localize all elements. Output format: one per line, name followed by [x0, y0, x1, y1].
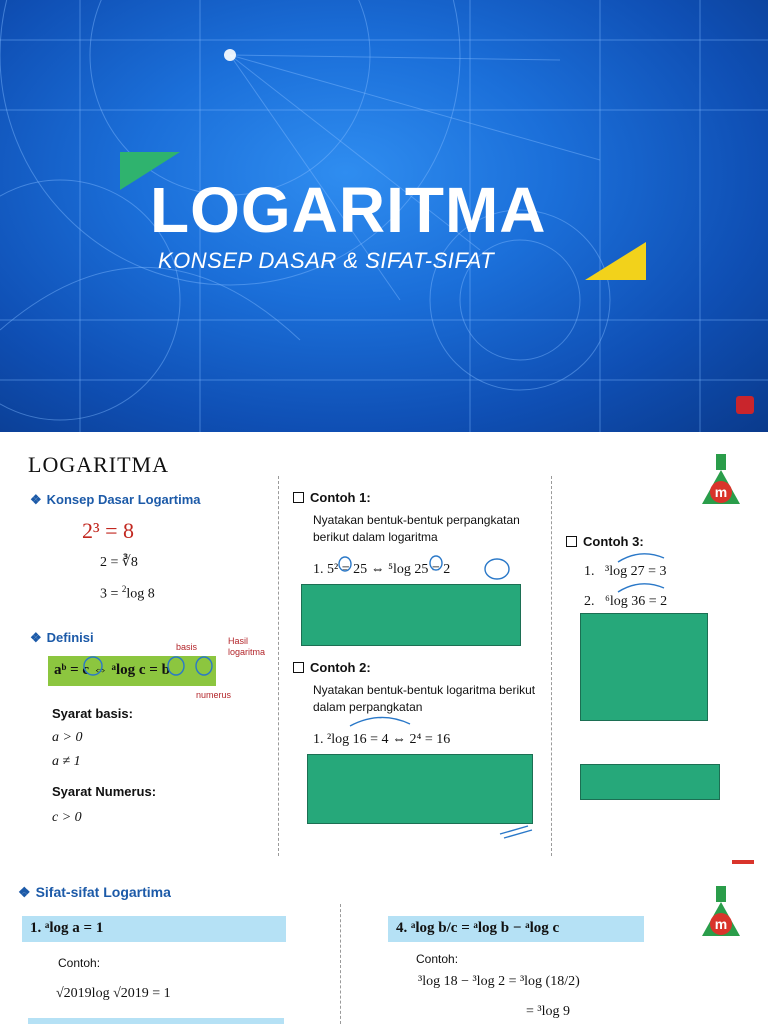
- equation-log: 3 = $^2$log 8: [100, 584, 155, 602]
- contoh-3-title: Contoh 3:: [566, 534, 644, 549]
- svg-text:m: m: [714, 916, 728, 932]
- contoh-1-title: Contoh 1:: [293, 490, 371, 505]
- label-basis: basis: [176, 642, 198, 652]
- property-1-example: √2019log √2019 = 1: [56, 986, 171, 1001]
- diamond-bullet-icon: ❖: [30, 630, 42, 645]
- contoh-1-item: 1. 5² = 25 ⇔ ⁵log 25 = 2: [313, 562, 451, 577]
- contoh-2-item: 1. ²log 16 = 4 ⇔ 2⁴ = 16: [313, 732, 451, 747]
- contoh-label: Contoh:: [58, 956, 101, 970]
- slide-konsep-dasar: [0, 436, 768, 856]
- property-bar: [28, 1018, 284, 1024]
- banner-subtitle: KONSEP DASAR & SIFAT-SIFAT: [158, 248, 495, 273]
- basis-condition-1: a > 0: [52, 730, 83, 745]
- contoh-2-title: Contoh 2:: [293, 660, 371, 675]
- m-logo-icon: [698, 886, 744, 940]
- contoh-3-item-2: 2. ⁶log 36 = 2: [584, 594, 668, 609]
- circle-mark: [84, 657, 102, 675]
- contoh-3-item-1: 1. ³log 27 = 3: [584, 564, 667, 579]
- yellow-triangle-shape: [585, 242, 646, 280]
- banner-title: LOGARITMA: [150, 174, 547, 246]
- label-numerus: numerus: [196, 690, 232, 700]
- section-definisi: ❖ Definisi: [30, 630, 94, 645]
- equation-root: 2 = ∛8: [100, 555, 138, 570]
- property-4-example-line1: ³log 18 − ³log 2 = ³log (18/2): [418, 974, 580, 989]
- diamond-bullet-icon: ❖: [30, 492, 42, 507]
- main-equation: 2³ = 8: [82, 518, 135, 543]
- channel-badge-icon: [736, 396, 754, 414]
- title-banner: [0, 0, 768, 432]
- numerus-condition-1: c > 0: [52, 810, 82, 825]
- section-sifat: ❖ Sifat-sifat Logartima: [18, 884, 171, 900]
- property-4: 4. ᵃlog b/c = ᵃlog b − ᵃlog c: [396, 920, 560, 936]
- definition-formula: aᵇ = c ⇔ ᵃlog c = b: [54, 662, 170, 678]
- basis-condition-2: a ≠ 1: [52, 754, 81, 769]
- property-4-example-line2: = ³log 9: [526, 1004, 570, 1019]
- diamond-bullet-icon: ❖: [18, 884, 31, 900]
- syarat-basis-label: Syarat basis:: [52, 706, 133, 721]
- svg-text:m: m: [714, 484, 728, 500]
- slide-heading: LOGARITMA: [28, 452, 169, 477]
- column-divider: [340, 904, 341, 1024]
- slide-sifat-sifat: [0, 864, 768, 1024]
- contoh-1-instructions: Nyatakan bentuk-bentuk perpangkatan berikut dalam logaritma: [313, 513, 520, 544]
- label-hasil-logaritma: Hasil logaritma: [228, 636, 266, 657]
- contoh-2-instructions: Nyatakan bentuk-bentuk logaritma berikut dalam perpangkatan: [313, 683, 536, 714]
- property-1: 1. ᵃlog a = 1: [30, 920, 104, 936]
- syarat-numerus-label: Syarat Numerus:: [52, 784, 157, 799]
- handwriting-annotations: [0, 436, 768, 856]
- contoh-label: Contoh:: [416, 952, 459, 966]
- section-konsep-dasar: ❖ Konsep Dasar Logartima: [30, 492, 201, 507]
